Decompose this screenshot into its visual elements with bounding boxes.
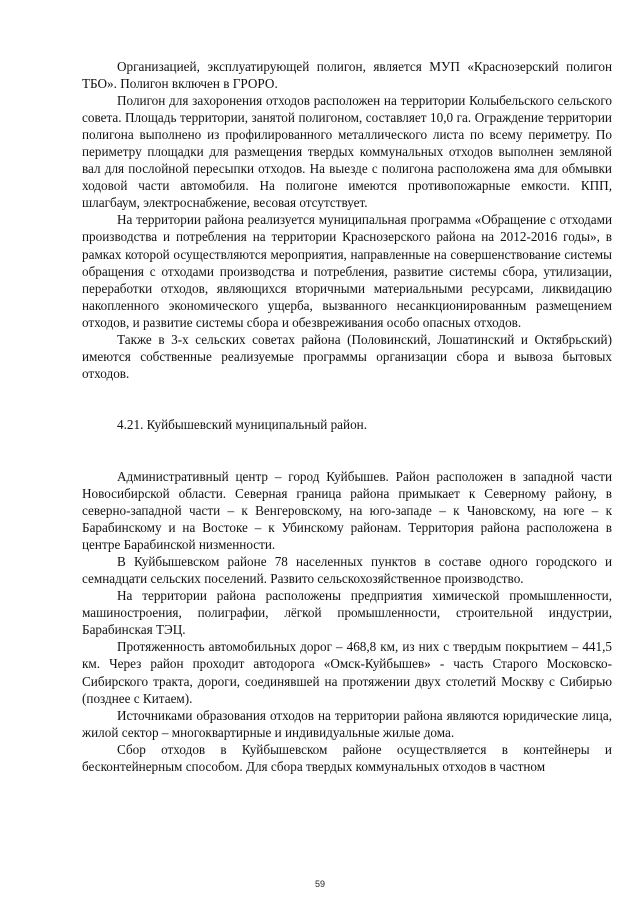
paragraph-waste-collection: Сбор отходов в Куйбышевском районе осуществляется в контейнеры и бесконтейнерным способом. Для сбора твердых коммунальных отходов в частном xyxy=(82,741,612,774)
paragraph-municipal-program: На территории района реализуется муниципальная программа «Обращение с отходами производства и потребления на территории Краснозерского района на 2012-2016 годы», в рамках которой осуществляются мероприятия, направленные на совершенствование системы обращения с отходами производства и потребления, развитие системы сбора, утилизации, переработки отходов, являющихся вторичными материальными ресурсами, ликвидацию накопленного экономического ущерба, вызванного несанкционированным размещением отходов, и развитие системы сбора и обезвреживания особо опасных отходов. xyxy=(82,212,612,330)
paragraph-industry: На территории района расположены предприятия химической промышленности, машиностроения, полиграфии, лёгкой промышленности, строительной индустрии, Барабинская ТЭЦ. xyxy=(82,588,612,638)
document-body xyxy=(82,58,612,775)
paragraph-roads: Протяженность автомобильных дорог – 468,8 км, из них с твердым покрытием – 441,5 км. Через район проходит автодорога «Омск-Куйбышев» - часть Старого Московско-Сибирского тракта, дороги, соединявшей на протяжении двух столетий Москву с Сибирью (позднее с Китаем). xyxy=(82,639,612,706)
paragraph-operator: Организацией, эксплуатирующей полигон, является МУП «Краснозерский полигон ТБО». Полигон включен в ГРОРО. xyxy=(82,59,612,92)
page-number: 59 xyxy=(314,879,325,889)
section-heading: 4.21. Куйбышевский муниципальный район. xyxy=(117,416,368,432)
paragraph-waste-sources: Источниками образования отходов на территории района являются юридические лица, жилой сектор – многоквартирные и индивидуальные жилые дома. xyxy=(82,707,612,740)
paragraph-settlements: В Куйбышевском районе 78 населенных пунктов в составе одного городского и семнадцати сельских поселений. Развито сельскохозяйственное производство. xyxy=(82,554,612,587)
paragraph-village-programs: Также в 3-х сельских советах района (Половинский, Лошатинский и Октябрьский) имеются собственные реализуемые программы организации сбора и вывоза бытовых отходов. xyxy=(82,331,612,381)
paragraph-admin-center: Административный центр – город Куйбышев. Район расположен в западной части Новосибирской области. Северная граница района примыкает к Северному району, в северно-западной части – к Венгеровскому, на юго-западе – к Чановскому, на юге – к Барабинскому и на Востоке – к Убинскому районам. Территория района расположена в центре Барабинской низменности. xyxy=(82,468,612,553)
paragraph-landfill-description: Полигон для захоронения отходов расположен на территории Колыбельского сельского совета. Площадь территории, занятой полигоном, составляет 10,0 га. Ограждение территории полигона выполнено из профилированного металлического листа по всему периметру. По периметру площадки для размещения твердых коммунальных отходов выполнен земляной вал для послойной пересыпки отходов. На выезде с полигона расположена яма для обмывки ходовой части автомобиля. На полигоне имеются противопожарные емкости. КПП, шлагбаум, электроснабжение, весовая отсутствует. xyxy=(82,93,612,211)
